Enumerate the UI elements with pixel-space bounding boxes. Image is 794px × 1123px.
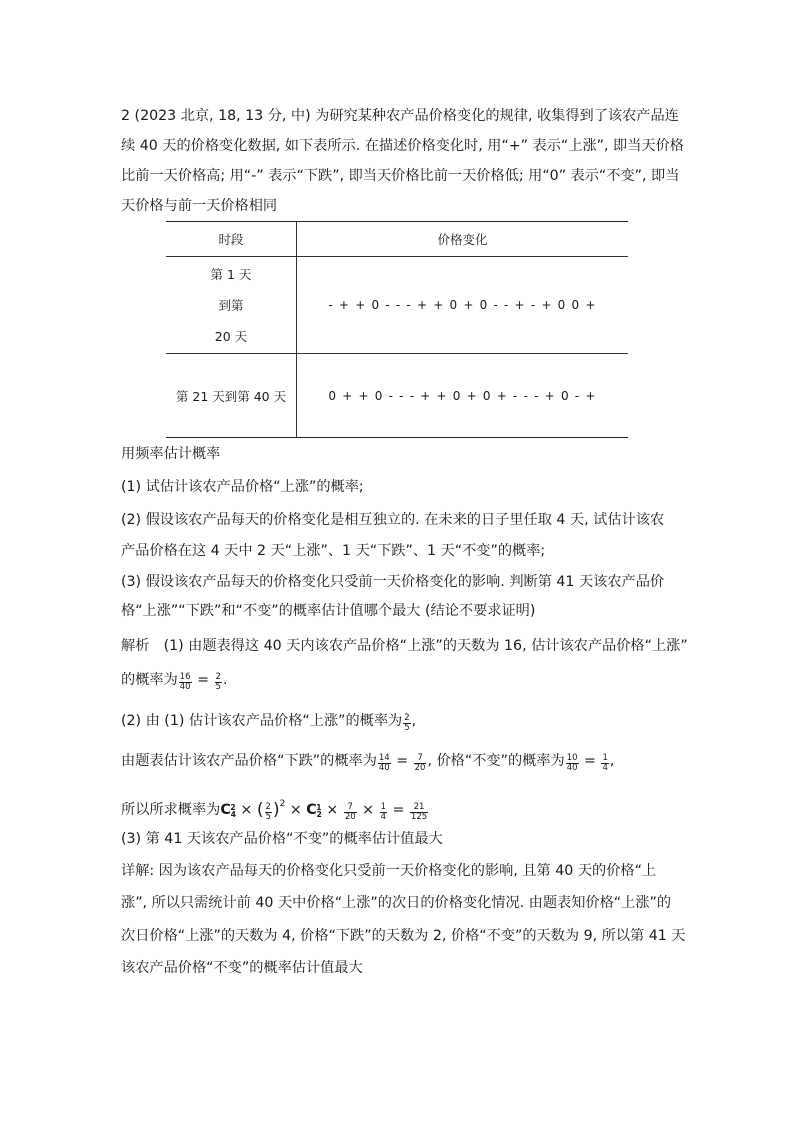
- fraction: $\frac{2}{5}$: [404, 712, 410, 733]
- period-line: 第 1 天: [210, 266, 252, 282]
- problem-line-4: 天价格与前一天价格相同: [121, 198, 278, 214]
- problem-line-3: 比前一天价格高; 用“-” 表示“下跌”, 即当天价格比前一天价格低; 用“0” 表示“不变”, 即当: [121, 168, 680, 184]
- table-row: [166, 354, 628, 438]
- changes-cell: 0 + + 0 - - - + + 0 + 0 + - - - + 0 - +: [297, 354, 629, 438]
- solution-part2-line-1: [121, 711, 416, 733]
- solution-part1-line-1: 解析 (1) 由题表得这 40 天内该农产品价格“上涨”的天数为 16, 估计该农产品价格“上涨”: [121, 638, 688, 654]
- comma-mark: ,: [411, 713, 417, 729]
- fraction: $\frac{2}{5}$: [265, 801, 271, 822]
- combination-c-4-2: C 2 $_4$: [220, 802, 236, 819]
- price-change-table: [166, 221, 628, 438]
- instruction-line: 用频率估计概率: [121, 446, 221, 462]
- question-2-line-2: 产品价格在这 4 天中 2 天“上涨”、1 天“下跌”、1 天“不变”的概率;: [121, 543, 546, 559]
- fraction: $\frac{7}{20}$: [414, 752, 426, 773]
- fraction: $\frac{2}{5}$: [215, 671, 221, 692]
- detail-line-3: 次日价格“上涨”的天数为 4, 价格“下跌”的天数为 2, 价格“不变”的天数为 9, 所以第 41 天: [121, 928, 686, 944]
- fraction: $\frac{7}{20}$: [344, 801, 356, 822]
- solution-part2-formula: 所以所求概率为C 2 $_4$ × ( $\frac{2}{5}$ )$^2$ × C 1 $_2$ × $\frac{7}{20}$ × $\frac{1}{4}$ = $\frac{21}{125}$: [121, 799, 428, 822]
- fraction: $\frac{21}{125}$: [410, 801, 428, 822]
- period-cell: [166, 257, 297, 354]
- detail-line-1: 详解: 因为该农产品每天的价格变化只受前一天价格变化的影响, 且第 40 天的价格“上: [121, 863, 657, 879]
- detail-line-4: 该农产品价格“不变”的概率估计值最大: [121, 960, 363, 976]
- fraction: $\frac{10}{40}$: [566, 752, 578, 773]
- detail-line-2: 涨”, 所以只需统计前 40 天中价格“上涨”的次日的价格变化情况. 由题表知价格“上涨”的: [121, 895, 672, 911]
- fraction: $\frac{1}{4}$: [380, 801, 386, 822]
- solution-text: , 价格“不变”的概率为: [427, 753, 565, 769]
- solution-text: 所以所求概率为: [121, 802, 221, 818]
- header-price-change: 价格变化: [297, 222, 629, 257]
- solution-part3: (3) 第 41 天该农产品价格“不变”的概率估计值最大: [121, 831, 443, 847]
- fraction: $\frac{16}{40}$: [179, 671, 191, 692]
- changes-cell: - + + 0 - - - + + 0 + 0 - - + - + 0 0 +: [297, 257, 629, 354]
- problem-line-2: 续 40 天的价格变化数据, 如下表所示. 在描述价格变化时, 用“+” 表示“上涨”, 即当天价格: [121, 138, 684, 154]
- period-cell: 第 21 天到第 40 天: [166, 354, 297, 438]
- solution-part2-line-2: [121, 751, 614, 773]
- solution-text: 的概率为: [121, 672, 178, 688]
- period-line: 20 天: [214, 328, 248, 344]
- question-2-line-1: (2) 假设该农产品每天的价格变化是相互独立的. 在未来的日子里任取 4 天, 试估计该农: [121, 512, 665, 528]
- equals-sign: =: [192, 672, 214, 688]
- combination-c-2-1: C 1 $_2$: [306, 802, 322, 819]
- fraction: $\frac{1}{4}$: [602, 752, 608, 773]
- fraction: $\frac{14}{40}$: [378, 752, 390, 773]
- solution-text: (2) 由 (1) 估计该农产品价格“上涨”的概率为: [121, 713, 403, 729]
- comma-mark: ,: [609, 753, 615, 769]
- table-row: [166, 257, 628, 354]
- question-3-line-2: 格“上涨”“下跌”和“不变”的概率估计值哪个最大 (结论不要求证明): [121, 603, 536, 619]
- solution-part1-line-2: [121, 670, 227, 692]
- period-line: 到第: [218, 297, 244, 313]
- question-3-line-1: (3) 假设该农产品每天的价格变化只受前一天价格变化的影响. 判断第 41 天该农产品价: [121, 574, 665, 590]
- table-header-row: [166, 222, 628, 257]
- equals-sign: =: [391, 753, 413, 769]
- question-1: (1) 试估计该农产品价格“上涨”的概率;: [121, 479, 364, 495]
- solution-text: 由题表估计该农产品价格“下跌”的概率为: [121, 753, 377, 769]
- problem-line-1: 2 (2023 北京, 18, 13 分, 中) 为研究某种农产品价格变化的规律, 收集得到了该农产品连: [121, 108, 679, 124]
- equals-sign: =: [579, 753, 601, 769]
- period-mark: .: [222, 672, 228, 688]
- header-period: 时段: [166, 222, 297, 257]
